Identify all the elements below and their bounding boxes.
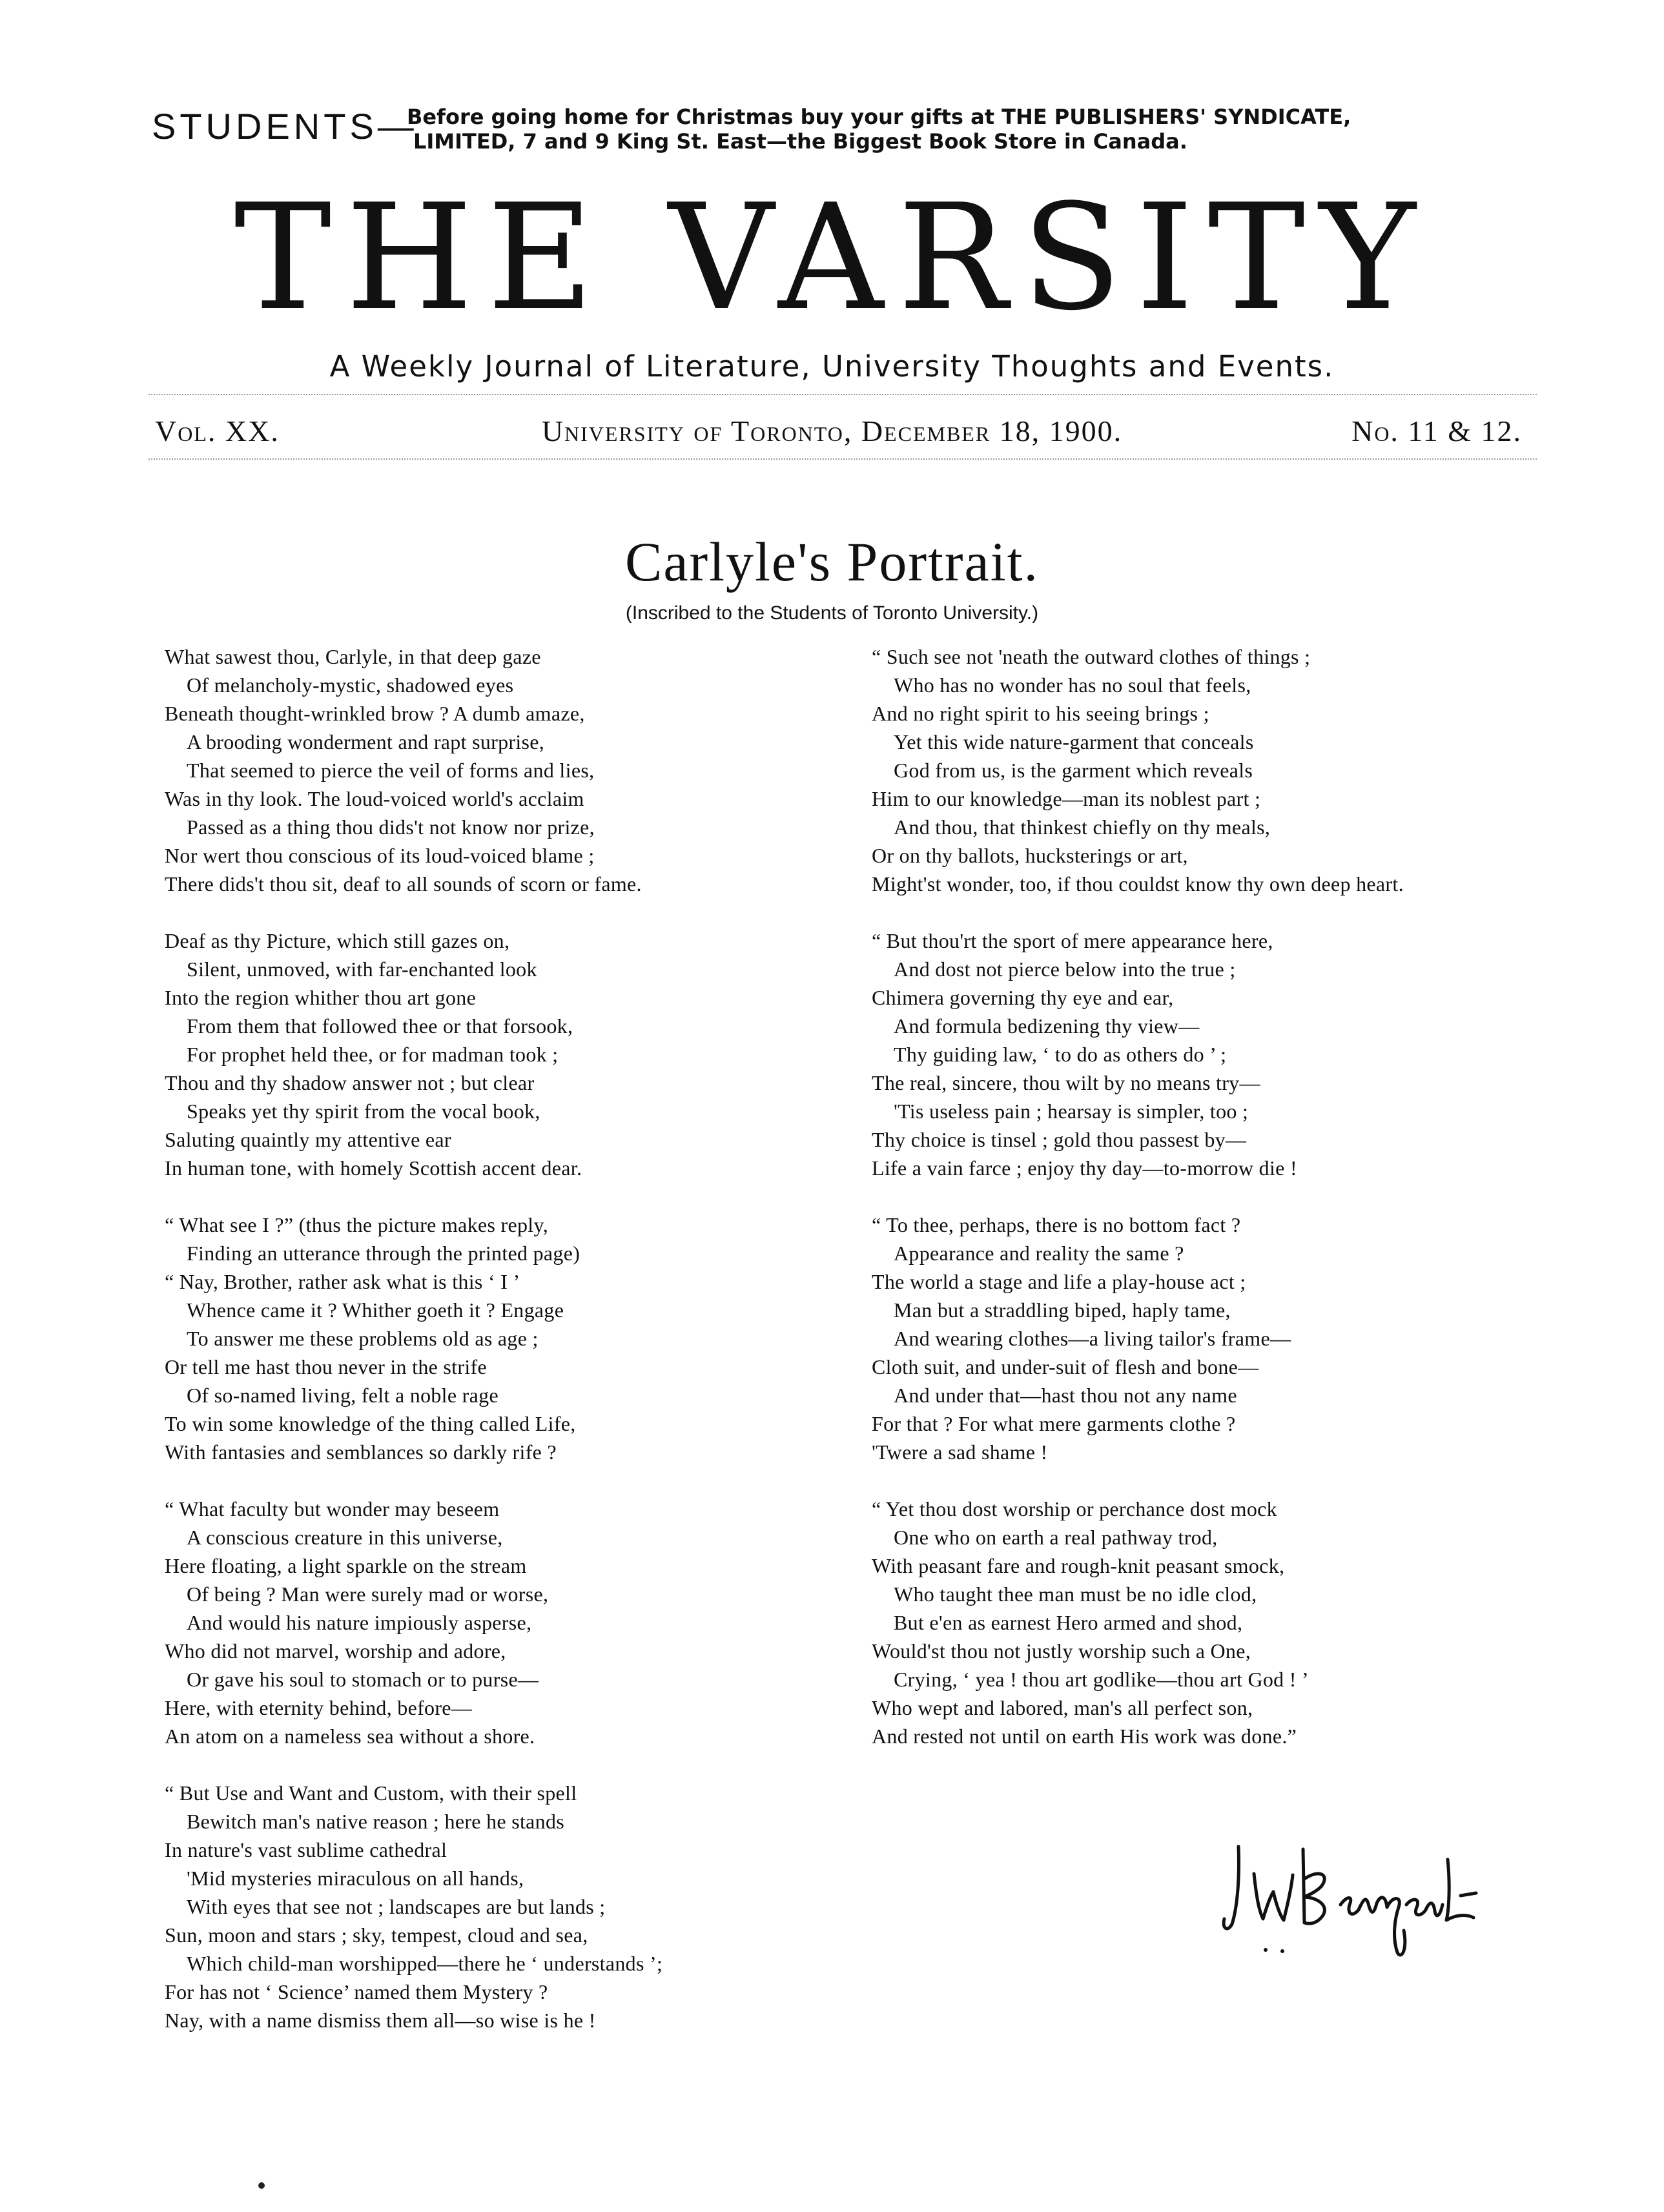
article-dedication: (Inscribed to the Students of Toronto University.): [625, 602, 1039, 624]
article-title: Carlyle's Portrait.: [624, 531, 1040, 593]
poem-line: Him to our knowledge—man its noblest part ;: [872, 787, 1261, 810]
poem-line: Crying, ‘ yea ! thou art godlike—thou art God ! ’: [894, 1668, 1309, 1691]
poem-line: And dost not pierce below into the true ;: [894, 958, 1236, 981]
issue-number: No. 11 & 12.: [1351, 415, 1522, 447]
poem-line: Who did not marvel, worship and adore,: [165, 1639, 506, 1663]
poem-line: Was in thy look. The loud-voiced world's acclaim: [165, 787, 584, 810]
poem-line: Would'st thou not justly worship such a One,: [872, 1639, 1251, 1663]
poem-line: A conscious creature in this universe,: [187, 1526, 503, 1549]
poem-line: “ But thou'rt the sport of mere appearance here,: [872, 929, 1273, 952]
poem-line: With eyes that see not ; landscapes are but lands ;: [187, 1895, 606, 1918]
poem-line: With fantasies and semblances so darkly rife ?: [165, 1440, 557, 1464]
poem-line: And rested not until on earth His work was done.”: [872, 1725, 1297, 1748]
poem-line: And thou, that thinkest chiefly on thy meals,: [894, 815, 1271, 839]
poem-line: 'Tis useless pain ; hearsay is simpler, too ;: [894, 1100, 1249, 1123]
poem-line: Who wept and labored, man's all perfect son,: [872, 1696, 1253, 1719]
poem-stanza: [165, 1495, 856, 1750]
poem-line: Or gave his soul to stomach or to purse—: [187, 1668, 539, 1691]
poem-line: For that ? For what mere garments clothe ?: [872, 1412, 1236, 1435]
poem-line: Whence came it ? Whither goeth it ? Engage: [187, 1298, 564, 1322]
poem-line: Life a vain farce ; enjoy thy day—to-morrow die !: [872, 1156, 1297, 1180]
poem-line: Of melancholy-mystic, shadowed eyes: [187, 673, 514, 697]
poem-line: Beneath thought-wrinkled brow ? A dumb amaze,: [165, 702, 585, 725]
poem-line: God from us, is the garment which reveals: [894, 759, 1253, 782]
poem-line: And no right spirit to his seeing brings ;: [872, 702, 1209, 725]
poem-line: Silent, unmoved, with far-enchanted look: [187, 958, 537, 981]
poem-line: The world a stage and life a play-house act ;: [872, 1270, 1246, 1293]
poem-line: In nature's vast sublime cathedral: [165, 1838, 447, 1861]
poem-stanza: [165, 1211, 856, 1466]
poem-line: Of so-named living, felt a noble rage: [187, 1384, 498, 1407]
author-signature: [1220, 1834, 1505, 1963]
poem-stanza: [872, 1211, 1556, 1466]
advertisement-lead: STUDENTS—: [152, 106, 418, 147]
poem-line: 'Twere a sad shame !: [872, 1440, 1048, 1464]
poem-line: To win some knowledge of the thing called Life,: [165, 1412, 576, 1435]
poem-line: Thy choice is tinsel ; gold thou passest by—: [872, 1128, 1247, 1151]
poem-line: Speaks yet thy spirit from the vocal book,: [187, 1100, 540, 1123]
poem-line: But e'en as earnest Hero armed and shod,: [894, 1611, 1243, 1634]
poem-stanza: [872, 927, 1556, 1182]
poem-line: “ Nay, Brother, rather ask what is this ‘ I ’: [165, 1270, 520, 1293]
advertisement-line: Before going home for Christmas buy your gifts at THE PUBLISHERS' SYNDICATE,: [407, 105, 1351, 129]
masthead-subtitle: A Weekly Journal of Literature, University Thoughts and Events.: [329, 349, 1335, 384]
poem-line: Who taught thee man must be no idle clod,: [894, 1582, 1257, 1606]
poem-line: Who has no wonder has no soul that feels,: [894, 673, 1251, 697]
poem-line: Cloth suit, and under-suit of flesh and bone—: [872, 1355, 1259, 1378]
print-mark: [258, 2182, 265, 2189]
poem-line: Deaf as thy Picture, which still gazes on,: [165, 929, 510, 952]
issue-dateline: University of Toronto, December 18, 1900.: [541, 415, 1123, 447]
poem-line: “ But Use and Want and Custom, with their spell: [165, 1781, 577, 1805]
poem-line: Of being ? Man were surely mad or worse,: [187, 1582, 549, 1606]
poem-line: “ Yet thou dost worship or perchance dost mock: [872, 1497, 1277, 1521]
poem-line: Passed as a thing thou dids't not know nor prize,: [187, 815, 595, 839]
poem-line: For has not ‘ Science’ named them Mystery ?: [165, 1980, 548, 2003]
poem-line: And under that—hast thou not any name: [894, 1384, 1237, 1407]
poem-line: Thy guiding law, ‘ to do as others do ’ ;: [894, 1043, 1227, 1066]
divider: [149, 394, 1537, 395]
poem-line: Here floating, a light sparkle on the stream: [165, 1554, 527, 1577]
poem-line: Finding an utterance through the printed page): [187, 1242, 580, 1265]
poem-line: A brooding wonderment and rapt surprise,: [187, 730, 545, 753]
poem-line: Which child-man worshipped—there he ‘ understands ’;: [187, 1952, 663, 1975]
poem-line: And wearing clothes—a living tailor's frame—: [894, 1327, 1291, 1350]
poem-stanza: [165, 642, 856, 898]
poem-line: The real, sincere, thou wilt by no means try—: [872, 1071, 1260, 1094]
poem-line: There dids't thou sit, deaf to all sounds of scorn or fame.: [165, 872, 642, 896]
poem-line: Or on thy ballots, hucksterings or art,: [872, 844, 1188, 867]
poem-line: Chimera governing thy eye and ear,: [872, 986, 1174, 1009]
poem-line: That seemed to pierce the veil of forms and lies,: [187, 759, 595, 782]
poem-line: 'Mid mysteries miraculous on all hands,: [187, 1867, 524, 1890]
issue-volume: Vol. XX.: [155, 415, 280, 447]
poem-line: “ Such see not 'neath the outward clothes of things ;: [872, 645, 1311, 668]
poem-line: Nor wert thou conscious of its loud-voiced blame ;: [165, 844, 595, 867]
poem-line: Sun, moon and stars ; sky, tempest, cloud and sea,: [165, 1923, 588, 1947]
poem-line: To answer me these problems old as age ;: [187, 1327, 539, 1350]
poem-line: Yet this wide nature-garment that conceals: [894, 730, 1254, 753]
masthead-title: THE VARSITY: [234, 173, 1430, 343]
poem-line: With peasant fare and rough-knit peasant smock,: [872, 1554, 1285, 1577]
poem-line: Or tell me hast thou never in the strife: [165, 1355, 487, 1378]
poem-stanza: [165, 1779, 856, 2034]
poem-right-column: [872, 642, 1556, 1779]
poem-stanza: [872, 1495, 1556, 1750]
poem-line: “ What see I ?” (thus the picture makes reply,: [165, 1213, 549, 1236]
poem-line: From them that followed thee or that forsook,: [187, 1014, 573, 1038]
poem-line: Nay, with a name dismiss them all—so wise is he !: [165, 2009, 596, 2032]
poem-line: “ To thee, perhaps, there is no bottom fact ?: [872, 1213, 1241, 1236]
poem-line: “ What faculty but wonder may beseem: [165, 1497, 500, 1521]
divider: [149, 458, 1537, 460]
poem-line: And would his nature impiously asperse,: [187, 1611, 532, 1634]
advertisement-text: [407, 105, 1517, 154]
poem-line: In human tone, with homely Scottish accent dear.: [165, 1156, 582, 1180]
poem-line: Thou and thy shadow answer not ; but clear: [165, 1071, 535, 1094]
poem-stanza: [872, 642, 1556, 898]
poem-stanza: [165, 927, 856, 1182]
poem-line: An atom on a nameless sea without a shore.: [165, 1725, 535, 1748]
advertisement-line: LIMITED, 7 and 9 King St. East—the Biggest Book Store in Canada.: [413, 129, 1187, 154]
poem-line: Into the region whither thou art gone: [165, 986, 477, 1009]
advertisement-banner: [152, 103, 1527, 161]
poem-line: For prophet held thee, or for madman took ;: [187, 1043, 559, 1066]
poem-line: Bewitch man's native reason ; here he stands: [187, 1810, 565, 1833]
poem-line: Man but a straddling biped, haply tame,: [894, 1298, 1231, 1322]
poem-left-column: [165, 642, 856, 2063]
poem-line: One who on earth a real pathway trod,: [894, 1526, 1218, 1549]
poem-line: What sawest thou, Carlyle, in that deep gaze: [165, 645, 541, 668]
poem-line: Here, with eternity behind, before—: [165, 1696, 473, 1719]
poem-line: And formula bedizening thy view—: [894, 1014, 1200, 1038]
poem-line: Saluting quaintly my attentive ear: [165, 1128, 451, 1151]
poem-line: Might'st wonder, too, if thou couldst know thy own deep heart.: [872, 872, 1404, 896]
poem-line: Appearance and reality the same ?: [894, 1242, 1184, 1265]
